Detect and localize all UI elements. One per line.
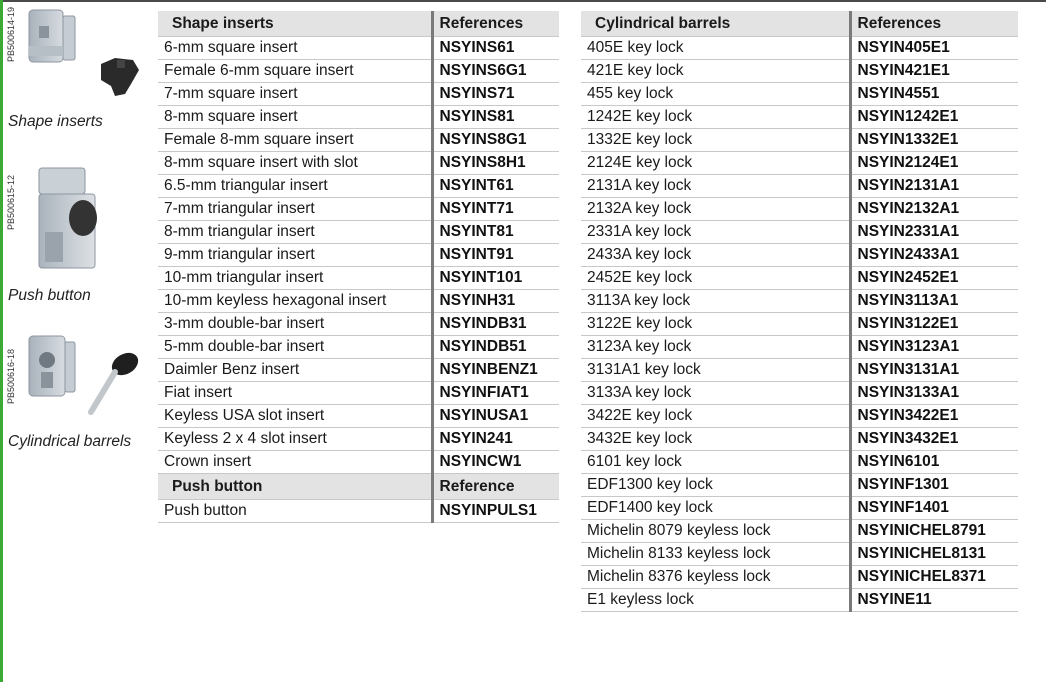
product-name: 2124E key lock	[581, 152, 850, 175]
push-button-image	[33, 162, 123, 274]
product-name: 7-mm triangular insert	[158, 198, 432, 221]
column-header-references: References	[432, 11, 559, 37]
table-row	[581, 520, 1018, 543]
subheader-reference: Reference	[432, 474, 559, 500]
table-row	[581, 336, 1018, 359]
product-name: 2433A key lock	[581, 244, 850, 267]
table-row	[581, 589, 1018, 612]
table-row	[581, 290, 1018, 313]
product-name: 6-mm square insert	[158, 37, 432, 60]
table-row	[581, 405, 1018, 428]
column-header-name: Cylindrical barrels	[581, 11, 850, 37]
product-name: Daimler Benz insert	[158, 359, 432, 382]
product-reference: NSYINT81	[432, 221, 559, 244]
table-row	[158, 106, 559, 129]
shape-inserts-table	[158, 11, 559, 523]
product-reference: NSYINH31	[432, 290, 559, 313]
table-row	[158, 428, 559, 451]
product-name: 2452E key lock	[581, 267, 850, 290]
product-name: Female 6-mm square insert	[158, 60, 432, 83]
product-name: E1 keyless lock	[581, 589, 850, 612]
photo-code-1: PB500614-19	[6, 6, 16, 62]
product-reference: NSYINS6G1	[432, 60, 559, 83]
product-reference: NSYIN2433A1	[850, 244, 1018, 267]
table-row	[158, 37, 559, 60]
product-reference: NSYIN241	[432, 428, 559, 451]
product-name: 6.5-mm triangular insert	[158, 175, 432, 198]
product-name: 2131A key lock	[581, 175, 850, 198]
product-reference: NSYIN1242E1	[850, 106, 1018, 129]
table-row	[581, 313, 1018, 336]
table-row	[581, 543, 1018, 566]
product-reference: NSYINF1301	[850, 474, 1018, 497]
photo-code-2: PB500615-12	[6, 174, 16, 230]
product-reference: NSYINS71	[432, 83, 559, 106]
table-row	[581, 37, 1018, 60]
product-name: 8-mm square insert with slot	[158, 152, 432, 175]
product-reference: NSYIN2452E1	[850, 267, 1018, 290]
product-name: 1242E key lock	[581, 106, 850, 129]
shape-insert-image	[19, 2, 153, 108]
table-row	[581, 129, 1018, 152]
product-reference: NSYINUSA1	[432, 405, 559, 428]
table-row	[158, 83, 559, 106]
product-reference: NSYINFIAT1	[432, 382, 559, 405]
product-reference: NSYINS81	[432, 106, 559, 129]
product-name: Fiat insert	[158, 382, 432, 405]
product-name: 10-mm keyless hexagonal insert	[158, 290, 432, 313]
product-illustrations	[3, 2, 155, 682]
product-reference: NSYINDB51	[432, 336, 559, 359]
product-name: Female 8-mm square insert	[158, 129, 432, 152]
product-name: 421E key lock	[581, 60, 850, 83]
product-name: 10-mm triangular insert	[158, 267, 432, 290]
product-name: 9-mm triangular insert	[158, 244, 432, 267]
product-reference: NSYIN3113A1	[850, 290, 1018, 313]
product-name: Michelin 8376 keyless lock	[581, 566, 850, 589]
product-reference: NSYINT91	[432, 244, 559, 267]
product-reference: NSYIN2132A1	[850, 198, 1018, 221]
product-reference: NSYINS61	[432, 37, 559, 60]
table-row	[158, 60, 559, 83]
caption-cylindrical-barrels: Cylindrical barrels	[8, 433, 132, 450]
table-row	[581, 474, 1018, 497]
product-reference: NSYIN3131A1	[850, 359, 1018, 382]
product-reference: NSYINS8G1	[432, 129, 559, 152]
product-name: 405E key lock	[581, 37, 850, 60]
product-reference: NSYINPULS1	[432, 500, 559, 523]
product-reference: NSYINE11	[850, 589, 1018, 612]
subheader-name: Push button	[158, 474, 432, 500]
product-name: 6101 key lock	[581, 451, 850, 474]
table-row	[158, 359, 559, 382]
product-reference: NSYIN3133A1	[850, 382, 1018, 405]
table-row	[158, 405, 559, 428]
table-row	[158, 129, 559, 152]
product-reference: NSYINT61	[432, 175, 559, 198]
table-row	[158, 267, 559, 290]
table-row	[158, 152, 559, 175]
product-name: Michelin 8079 keyless lock	[581, 520, 850, 543]
column-header-references: References	[850, 11, 1018, 37]
table-row	[158, 198, 559, 221]
product-name: 3432E key lock	[581, 428, 850, 451]
product-name: Michelin 8133 keyless lock	[581, 543, 850, 566]
product-reference: NSYINICHEL8371	[850, 566, 1018, 589]
product-name: 3422E key lock	[581, 405, 850, 428]
table-row	[581, 152, 1018, 175]
cylindrical-barrel-image	[19, 330, 153, 430]
product-reference: NSYIN2124E1	[850, 152, 1018, 175]
product-reference: NSYIN2131A1	[850, 175, 1018, 198]
product-name: Crown insert	[158, 451, 432, 474]
product-name: 7-mm square insert	[158, 83, 432, 106]
product-name: 5-mm double-bar insert	[158, 336, 432, 359]
product-name: Keyless 2 x 4 slot insert	[158, 428, 432, 451]
product-reference: NSYIN2331A1	[850, 221, 1018, 244]
product-reference: NSYINCW1	[432, 451, 559, 474]
product-reference: NSYIN1332E1	[850, 129, 1018, 152]
table-row	[581, 60, 1018, 83]
product-name: 3-mm double-bar insert	[158, 313, 432, 336]
product-reference: NSYINT71	[432, 198, 559, 221]
table-row	[158, 451, 559, 474]
product-name: 3133A key lock	[581, 382, 850, 405]
column-header-name: Shape inserts	[158, 11, 432, 37]
table-row	[158, 313, 559, 336]
table-row	[158, 382, 559, 405]
table-row	[158, 175, 559, 198]
product-reference: NSYIN3123A1	[850, 336, 1018, 359]
table-row	[581, 428, 1018, 451]
product-name: EDF1400 key lock	[581, 497, 850, 520]
product-reference: NSYINBENZ1	[432, 359, 559, 382]
product-reference: NSYIN3432E1	[850, 428, 1018, 451]
table-row	[581, 83, 1018, 106]
product-name: 8-mm square insert	[158, 106, 432, 129]
table-row	[158, 244, 559, 267]
top-rule	[0, 0, 1046, 2]
product-reference: NSYINT101	[432, 267, 559, 290]
product-reference: NSYIN3122E1	[850, 313, 1018, 336]
photo-code-3: PB500616-18	[6, 348, 16, 404]
caption-shape-inserts: Shape inserts	[8, 113, 103, 130]
table-row	[581, 198, 1018, 221]
table-row	[581, 267, 1018, 290]
table-row	[158, 290, 559, 313]
table-row	[581, 244, 1018, 267]
table-row	[581, 382, 1018, 405]
product-name: 3123A key lock	[581, 336, 850, 359]
product-name: EDF1300 key lock	[581, 474, 850, 497]
table-row	[158, 500, 559, 523]
table-row	[158, 221, 559, 244]
table-row	[581, 221, 1018, 244]
table-row	[581, 359, 1018, 382]
table-row	[581, 566, 1018, 589]
product-name: 2331A key lock	[581, 221, 850, 244]
caption-push-button: Push button	[8, 287, 91, 304]
product-reference: NSYINICHEL8791	[850, 520, 1018, 543]
table-row	[581, 106, 1018, 129]
product-name: 2132A key lock	[581, 198, 850, 221]
product-name: 1332E key lock	[581, 129, 850, 152]
product-name: 3122E key lock	[581, 313, 850, 336]
product-reference: NSYINS8H1	[432, 152, 559, 175]
product-name: 8-mm triangular insert	[158, 221, 432, 244]
table-row	[581, 497, 1018, 520]
table-row	[158, 336, 559, 359]
product-reference: NSYINICHEL8131	[850, 543, 1018, 566]
product-reference: NSYINDB31	[432, 313, 559, 336]
product-reference: NSYIN4551	[850, 83, 1018, 106]
product-name: 3131A1 key lock	[581, 359, 850, 382]
product-name: 455 key lock	[581, 83, 850, 106]
table-header-row	[158, 11, 559, 37]
product-reference: NSYIN6101	[850, 451, 1018, 474]
product-reference: NSYIN3422E1	[850, 405, 1018, 428]
table-row	[581, 175, 1018, 198]
product-name: Keyless USA slot insert	[158, 405, 432, 428]
product-reference: NSYIN405E1	[850, 37, 1018, 60]
table-row	[581, 451, 1018, 474]
product-name: 3113A key lock	[581, 290, 850, 313]
cylindrical-barrels-table	[581, 11, 1018, 612]
table-header-row	[581, 11, 1018, 37]
product-reference: NSYINF1401	[850, 497, 1018, 520]
table-subheader-row	[158, 474, 559, 500]
product-reference: NSYIN421E1	[850, 60, 1018, 83]
product-name: Push button	[158, 500, 432, 523]
